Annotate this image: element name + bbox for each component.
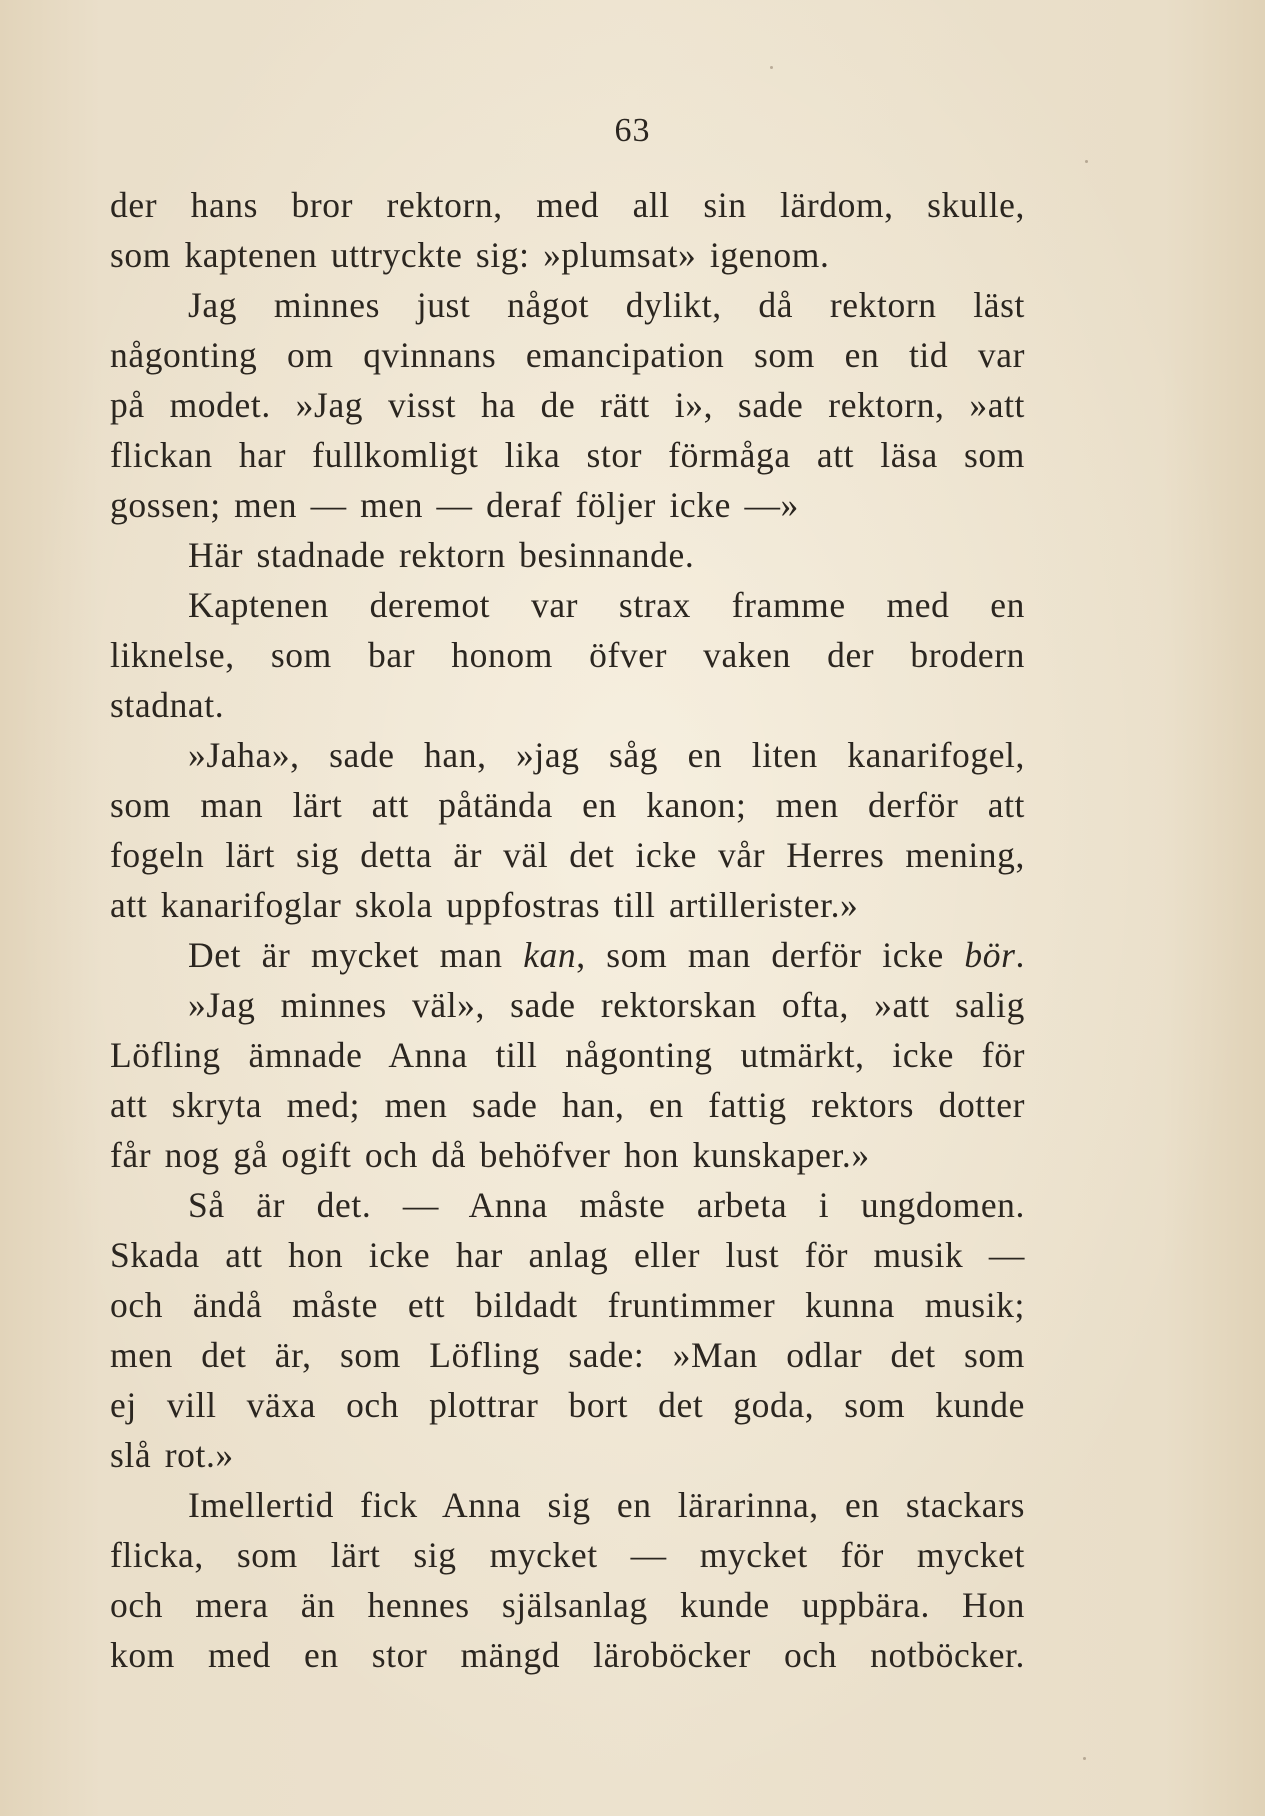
text-segment: Det är mycket man — [188, 935, 524, 975]
text-line: och mera än hennes själsanlag kunde uppbära. Hon — [110, 1585, 1025, 1625]
text-line: Skada att hon icke har anlag eller lust för musik — — [110, 1235, 1025, 1275]
text-segment: . — [1015, 935, 1025, 975]
text-line: »Jag minnes väl», sade rektorskan ofta, »att salig — [188, 985, 1025, 1025]
text-line: som kaptenen uttryckte sig: »plumsat» igenom. — [110, 235, 830, 275]
text-line: slå rot.» — [110, 1435, 234, 1475]
text-line: Kaptenen deremot var strax framme med en — [188, 585, 1025, 625]
text-line: men det är, som Löfling sade: »Man odlar det som — [110, 1335, 1025, 1375]
text-line: på modet. »Jag visst ha de rätt i», sade rektorn, »att — [110, 385, 1025, 425]
text-line-with-emphasis — [110, 930, 1025, 980]
text-line: att kanarifoglar skola uppfostras till artillerister.» — [110, 885, 859, 925]
text-line: flickan har fullkomligt lika stor förmåga att läsa som — [110, 435, 1025, 475]
text-line: Här stadnade rektorn besinnande. — [188, 535, 695, 575]
text-line: gossen; men — men — deraf följer icke —» — [110, 485, 799, 525]
text-line: kom med en stor mängd läroböcker och notböcker. — [110, 1635, 1025, 1675]
text-line: ej vill växa och plottrar bort det goda, som kunde — [110, 1385, 1025, 1425]
text-line: Imellertid fick Anna sig en lärarinna, en stackars — [188, 1485, 1025, 1525]
text-line: »Jaha», sade han, »jag såg en liten kanarifogel, — [188, 735, 1025, 775]
text-segment: , som man derför icke — [576, 935, 965, 975]
text-line: som man lärt att påtända en kanon; men derför att — [110, 785, 1025, 825]
emphasis-kan: kan — [523, 935, 577, 975]
paper-speck — [1085, 160, 1088, 163]
emphasis-bor: bör — [964, 935, 1016, 975]
text-line: Löfling ämnade Anna till någonting utmärkt, icke för — [110, 1035, 1025, 1075]
text-line: får nog gå ogift och då behöfver hon kunskaper.» — [110, 1135, 870, 1175]
text-line: och ändå måste ett bildadt fruntimmer kunna musik; — [110, 1285, 1025, 1325]
text-line: Så är det. — Anna måste arbeta i ungdomen. — [188, 1185, 1025, 1225]
paper-speck — [1083, 1757, 1086, 1760]
text-line: stadnat. — [110, 685, 225, 725]
page-number: 63 — [614, 112, 651, 149]
text-line: Jag minnes just något dylikt, då rektorn läst — [188, 285, 1025, 325]
text-line: att skryta med; men sade han, en fattig rektors dotter — [110, 1085, 1025, 1125]
text-line: någonting om qvinnans emancipation som en tid var — [110, 335, 1025, 375]
text-line: fogeln lärt sig detta är väl det icke vår Herres mening, — [110, 835, 1025, 875]
paper-speck — [770, 66, 773, 69]
text-line: flicka, som lärt sig mycket — mycket för mycket — [110, 1535, 1025, 1575]
text-line: liknelse, som bar honom öfver vaken der brodern — [110, 635, 1025, 675]
body-text — [110, 180, 1025, 1680]
text-line: der hans bror rektorn, med all sin lärdom, skulle, — [110, 185, 1025, 225]
